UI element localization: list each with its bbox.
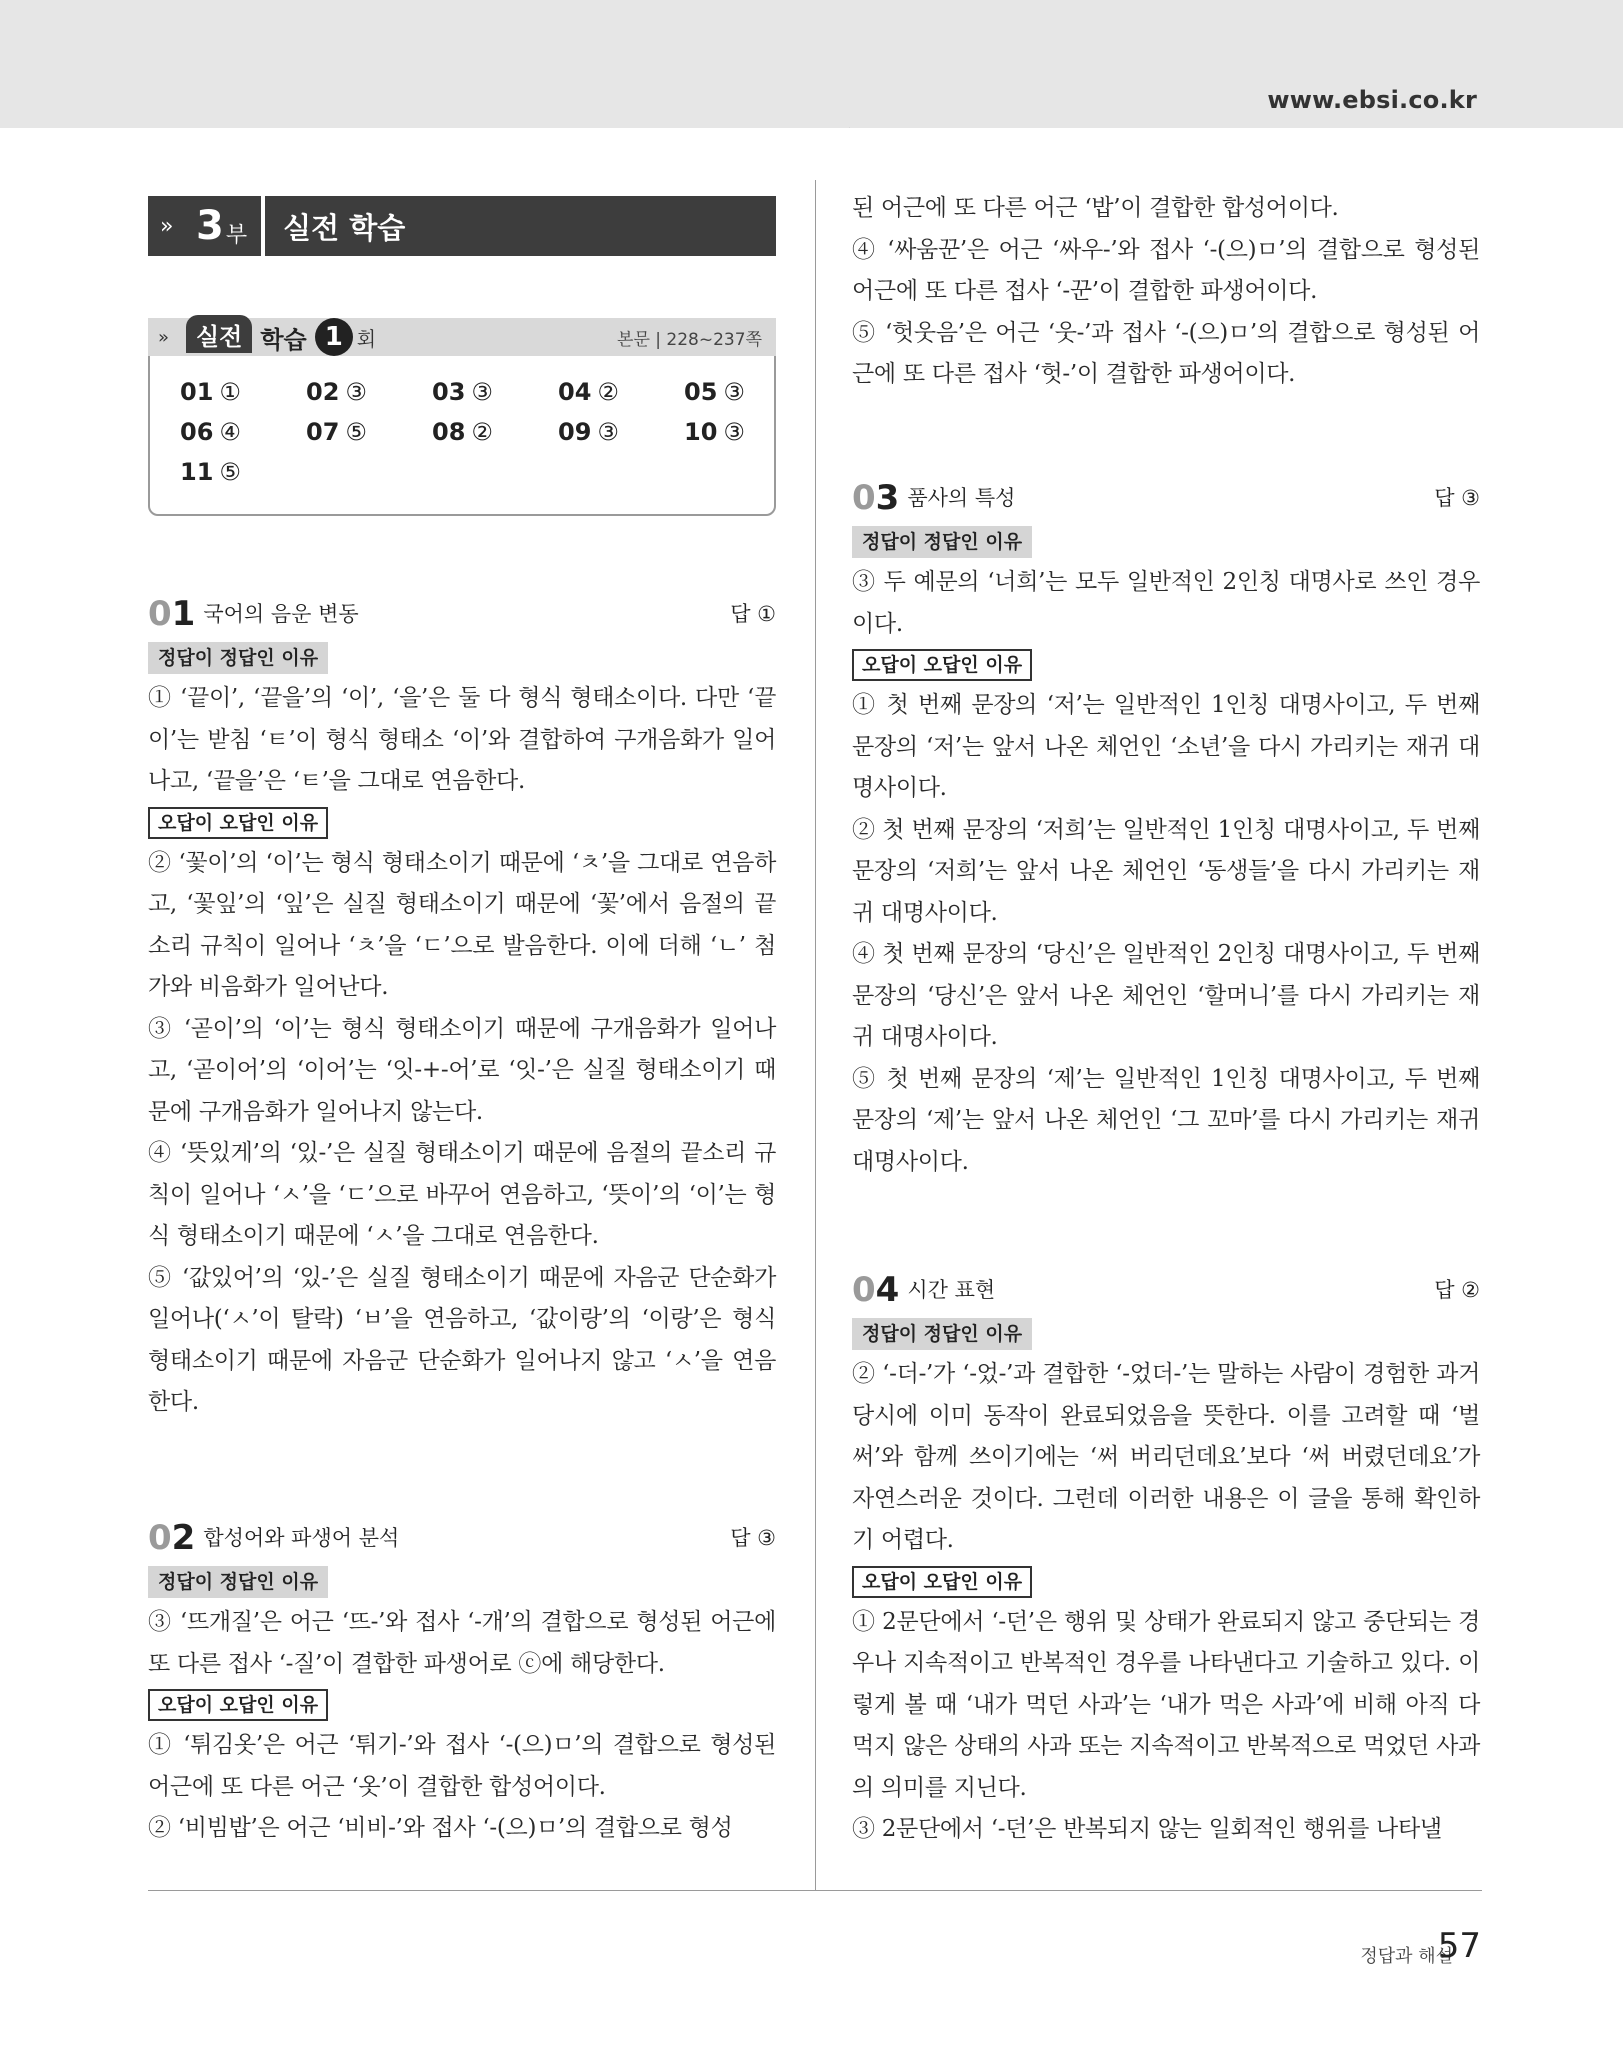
wrong-explanations bbox=[852, 1602, 1480, 1851]
correct-reason-tag: 정답이 정답인 이유 bbox=[852, 526, 1032, 558]
wrong-explanations bbox=[148, 1725, 776, 1850]
wrong-reason-tag: 오답이 오답인 이유 bbox=[148, 807, 328, 839]
answer-item: 10 ③ bbox=[684, 418, 745, 446]
explanation-paragraph: ① 첫 번째 문장의 ‘저’는 일반적인 1인칭 대명사이고, 두 번째 문장의 ‘저’는 앞서 나온 체언인 ‘소년’을 다시 가리키는 재귀 대명사이다. bbox=[852, 692, 1480, 801]
answer-item: 07 ⑤ bbox=[306, 418, 367, 446]
wrong-explanations bbox=[852, 685, 1480, 1183]
column-divider bbox=[815, 180, 816, 1890]
correct-reason-tag: 정답이 정답인 이유 bbox=[852, 1318, 1032, 1350]
answer-summary-header bbox=[148, 318, 776, 356]
explanation-paragraph: 된 어근에 또 다른 어근 ‘밥’이 결합한 합성어이다. bbox=[852, 195, 1339, 221]
site-url[interactable]: www.ebsi.co.kr bbox=[1267, 86, 1477, 114]
question-number: 03 bbox=[852, 478, 900, 518]
part-suffix: 부 bbox=[225, 222, 248, 248]
explanation-paragraph: ① 2문단에서 ‘-던’은 행위 및 상태가 완료되지 않고 중단되는 경우나 지속적이고 반복적인 경우를 나타낸다고 기술하고 있다. 이렇게 볼 때 ‘내가 먹던 사과’는 ‘내가 먹은 사과’에 비해 아직 다 먹지 않은 상태의 사과 또는 지속적이고 반복적으로 먹었던 사과의 의미를 지닌다. bbox=[852, 1608, 1480, 1801]
explanation-paragraph: ② ‘비빔밥’은 어근 ‘비비-’와 접사 ‘-(으)ㅁ’의 결합으로 형성 bbox=[148, 1815, 733, 1841]
answer-item: 08 ② bbox=[432, 418, 493, 446]
header-separator bbox=[261, 196, 265, 256]
explanation-paragraph: ③ 2문단에서 ‘-던’은 반복되지 않는 일회적인 행위를 나타낼 bbox=[852, 1816, 1442, 1842]
correct-explanation bbox=[852, 1354, 1480, 1562]
wrong-explanations-continued bbox=[852, 188, 1480, 396]
study-word: 학습 bbox=[260, 325, 307, 354]
correct-reason-tag: 정답이 정답인 이유 bbox=[148, 642, 328, 674]
question-answer: 답 ② bbox=[1434, 1278, 1480, 1302]
explanation-paragraph: ① ‘끝이’, ‘끝을’의 ‘이’, ‘을’은 둘 다 형식 형태소이다. 다만 ‘끝이’는 받침 ‘ㅌ’이 형식 형태소 ‘이’와 결합하여 구개음화가 일어나고, ‘끝을’은 ‘ㅌ’을 그대로 연음한다. bbox=[148, 685, 776, 794]
question-02-continued bbox=[852, 188, 1480, 396]
explanation-paragraph: ④ ‘뜻있게’의 ‘있-’은 실질 형태소이기 때문에 음절의 끝소리 규칙이 일어나 ‘ㅅ’을 ‘ㄷ’으로 바꾸어 연음하고, ‘뜻이’의 ‘이’는 형식 형태소이기 때문에 ‘ㅅ’을 그대로 연음한다. bbox=[148, 1140, 776, 1249]
question-answer: 답 ③ bbox=[730, 1526, 776, 1550]
wrong-reason-tag: 오답이 오답인 이유 bbox=[148, 1689, 328, 1721]
question-04 bbox=[852, 1264, 1480, 1851]
correct-explanation bbox=[852, 562, 1480, 645]
bottom-rule bbox=[148, 1890, 1482, 1891]
answer-item: 11 ⑤ bbox=[180, 458, 241, 486]
explanation-paragraph: ③ 두 예문의 ‘너희’는 모두 일반적인 2인칭 대명사로 쓰인 경우이다. bbox=[852, 569, 1480, 637]
page-number: 57 bbox=[1437, 1926, 1481, 1966]
chevron-right-icon: » bbox=[158, 326, 170, 348]
answer-item: 05 ③ bbox=[684, 378, 745, 406]
practice-pill: 실전 bbox=[186, 315, 252, 353]
correct-explanation bbox=[148, 678, 776, 803]
answer-grid bbox=[180, 378, 760, 488]
question-title: 국어의 음운 변동 bbox=[203, 602, 359, 626]
question-title: 시간 표현 bbox=[907, 1278, 996, 1302]
explanation-paragraph: ③ ‘뜨개질’은 어근 ‘뜨-’와 접사 ‘-개’의 결합으로 형성된 어근에 또 다른 접사 ‘-질’이 결합한 파생어로 ⓒ에 해당한다. bbox=[148, 1609, 776, 1677]
answer-item: 03 ③ bbox=[432, 378, 493, 406]
question-number: 01 bbox=[148, 594, 196, 634]
question-03 bbox=[852, 472, 1480, 1183]
chevron-right-icon: » bbox=[160, 213, 174, 239]
question-02 bbox=[148, 1512, 776, 1850]
explanation-paragraph: ② ‘꽃이’의 ‘이’는 형식 형태소이기 때문에 ‘ㅊ’을 그대로 연음하고, ‘꽃잎’의 ‘잎’은 실질 형태소이기 때문에 ‘꽃’에서 음절의 끝소리 규칙이 일어나 ‘ㅊ’을 ‘ㄷ’으로 발음한다. 이에 더해 ‘ㄴ’ 첨가와 비음화가 일어난다. bbox=[148, 849, 776, 1000]
section-header bbox=[148, 196, 776, 256]
question-header bbox=[852, 472, 1480, 516]
explanation-paragraph: ⑤ ‘값있어’의 ‘있-’은 실질 형태소이기 때문에 자음군 단순화가 일어나(‘ㅅ’이 탈락) ‘ㅂ’을 연음하고, ‘값이랑’의 ‘이랑’은 형식 형태소이기 때문에 자음군 단순화가 일어나지 않고 ‘ㅅ’을 연음한다. bbox=[148, 1264, 776, 1415]
page-range: 본문 | 228~237쪽 bbox=[617, 329, 762, 350]
question-header bbox=[148, 1512, 776, 1556]
explanation-paragraph: ④ 첫 번째 문장의 ‘당신’은 일반적인 2인칭 대명사이고, 두 번째 문장의 ‘당신’은 앞서 나온 체언인 ‘할머니’를 다시 가리키는 재귀 대명사이다. bbox=[852, 941, 1480, 1050]
wrong-explanations bbox=[148, 843, 776, 1424]
explanation-paragraph: ① ‘튀김옷’은 어근 ‘튀기-’와 접사 ‘-(으)ㅁ’의 결합으로 형성된 어근에 또 다른 어근 ‘옷’이 결합한 합성어이다. bbox=[148, 1732, 776, 1800]
part-number: 3 bbox=[196, 203, 224, 249]
answer-item: 01 ① bbox=[180, 378, 241, 406]
round-number-badge: 1 bbox=[315, 318, 353, 356]
answer-item: 04 ② bbox=[558, 378, 619, 406]
question-answer: 답 ① bbox=[730, 602, 776, 626]
explanation-paragraph: ③ ‘곧이’의 ‘이’는 형식 형태소이기 때문에 구개음화가 일어나고, ‘곧이어’의 ‘이어’는 ‘잇-+-어’로 ‘잇-’은 실질 형태소이기 때문에 구개음화가 일어나지 않는다. bbox=[148, 1015, 776, 1125]
round-suffix: 회 bbox=[356, 326, 377, 351]
footer-label: 정답과 해설 bbox=[1360, 1946, 1453, 1967]
question-number: 02 bbox=[148, 1518, 196, 1558]
explanation-paragraph: ④ ‘싸움꾼’은 어근 ‘싸우-’와 접사 ‘-(으)ㅁ’의 결합으로 형성된 어근에 또 다른 접사 ‘-꾼’이 결합한 파생어이다. bbox=[852, 236, 1480, 304]
question-answer: 답 ③ bbox=[1434, 486, 1480, 510]
question-title: 품사의 특성 bbox=[907, 486, 1016, 510]
question-header bbox=[852, 1264, 1480, 1308]
section-title: 실전 학습 bbox=[283, 210, 406, 245]
correct-explanation bbox=[148, 1602, 776, 1685]
question-01 bbox=[148, 588, 776, 1424]
wrong-reason-tag: 오답이 오답인 이유 bbox=[852, 649, 1032, 681]
explanation-paragraph: ② ‘-더-’가 ‘-었-’과 결합한 ‘-었더-’는 말하는 사람이 경험한 과거 당시에 이미 동작이 완료되었음을 뜻한다. 이를 고려할 때 ‘벌써’와 함께 쓰이기에는 ‘써 버리던데요’보다 ‘써 버렸던데요’가 자연스러운 것이다. 그런데 이러한 내용은 이 글을 통해 확인하기 어렵다. bbox=[852, 1361, 1480, 1553]
question-title: 합성어와 파생어 분석 bbox=[203, 1526, 400, 1550]
wrong-reason-tag: 오답이 오답인 이유 bbox=[852, 1566, 1032, 1598]
answer-item: 06 ④ bbox=[180, 418, 241, 446]
answer-item: 09 ③ bbox=[558, 418, 619, 446]
answer-item: 02 ③ bbox=[306, 378, 367, 406]
question-number: 04 bbox=[852, 1270, 900, 1310]
explanation-paragraph: ⑤ 첫 번째 문장의 ‘제’는 일반적인 1인칭 대명사이고, 두 번째 문장의 ‘제’는 앞서 나온 체언인 ‘그 꼬마’를 다시 가리키는 재귀 대명사이다. bbox=[852, 1065, 1480, 1175]
correct-reason-tag: 정답이 정답인 이유 bbox=[148, 1566, 328, 1598]
explanation-paragraph: ② 첫 번째 문장의 ‘저희’는 일반적인 1인칭 대명사이고, 두 번째 문장의 ‘저희’는 앞서 나온 체언인 ‘동생들’을 다시 가리키는 재귀 대명사이다. bbox=[852, 816, 1480, 926]
explanation-paragraph: ⑤ ‘헛웃음’은 어근 ‘웃-’과 접사 ‘-(으)ㅁ’의 결합으로 형성된 어근에 또 다른 접사 ‘헛-’이 결합한 파생어이다. bbox=[852, 319, 1480, 387]
question-header bbox=[148, 588, 776, 632]
